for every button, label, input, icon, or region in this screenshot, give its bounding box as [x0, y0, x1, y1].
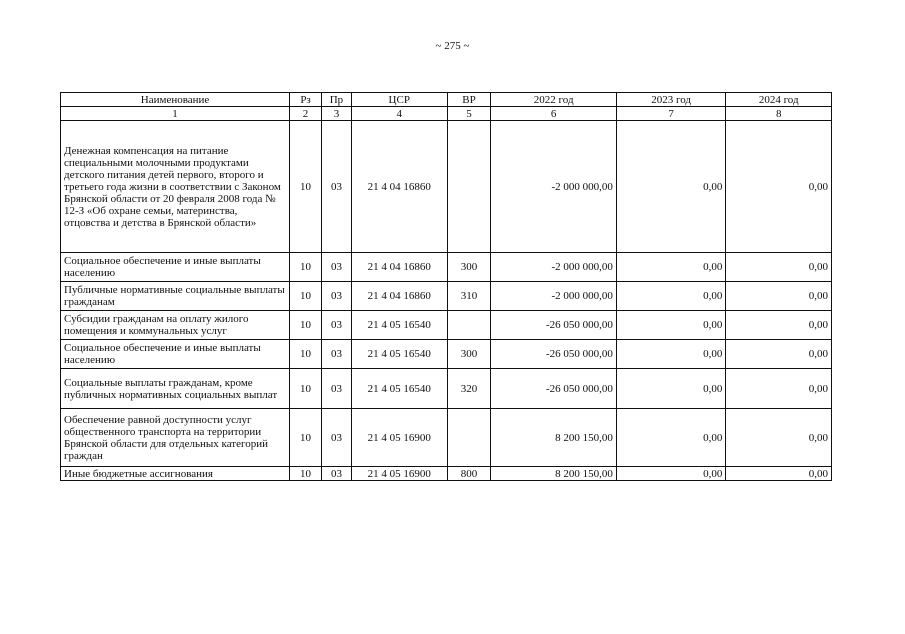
row-pr: 03	[322, 369, 352, 409]
row-2023: 0,00	[616, 467, 726, 481]
row-name: Субсидии гражданам на оплату жилого помещения и коммунальных услуг	[61, 311, 290, 340]
row-csr: 21 4 05 16540	[351, 311, 447, 340]
row-2022: -26 050 000,00	[491, 369, 616, 409]
header-2024: 2024 год	[726, 93, 832, 107]
row-name: Социальное обеспечение и иные выплаты населению	[61, 253, 290, 282]
column-number: 8	[726, 107, 832, 121]
row-2024: 0,00	[726, 369, 832, 409]
row-name: Денежная компенсация на питание специальными молочными продуктами детского питания детей первого, второго и третьего года жизни в соответствии с Законом Брянской области от 20 февраля 2008 года № 12-З «Об охране семьи, материнства, отцовства и детства в Брянской области»	[61, 121, 290, 253]
row-csr: 21 4 04 16860	[351, 253, 447, 282]
row-2024: 0,00	[726, 340, 832, 369]
budget-table	[60, 92, 832, 481]
row-2024: 0,00	[726, 409, 832, 467]
row-2022: 8 200 150,00	[491, 409, 616, 467]
column-number: 7	[616, 107, 726, 121]
row-2024: 0,00	[726, 282, 832, 311]
row-vr	[447, 409, 491, 467]
row-2022: 8 200 150,00	[491, 467, 616, 481]
row-2022: -2 000 000,00	[491, 121, 616, 253]
row-rz: 10	[290, 467, 322, 481]
header-rz: Рз	[290, 93, 322, 107]
row-pr: 03	[322, 467, 352, 481]
row-vr	[447, 311, 491, 340]
row-name: Обеспечение равной доступности услуг общественного транспорта на территории Брянской области для отдельных категорий граждан	[61, 409, 290, 467]
row-2023: 0,00	[616, 340, 726, 369]
table-row	[61, 121, 832, 253]
table-row	[61, 253, 832, 282]
column-number: 2	[290, 107, 322, 121]
table-row	[61, 311, 832, 340]
row-rz: 10	[290, 282, 322, 311]
row-pr: 03	[322, 340, 352, 369]
row-rz: 10	[290, 369, 322, 409]
row-2023: 0,00	[616, 121, 726, 253]
row-csr: 21 4 04 16860	[351, 282, 447, 311]
column-number-row	[61, 107, 832, 121]
row-csr: 21 4 04 16860	[351, 121, 447, 253]
table-row	[61, 282, 832, 311]
row-vr: 800	[447, 467, 491, 481]
row-pr: 03	[322, 311, 352, 340]
row-pr: 03	[322, 409, 352, 467]
header-name: Наименование	[61, 93, 290, 107]
row-2023: 0,00	[616, 282, 726, 311]
row-2023: 0,00	[616, 409, 726, 467]
row-pr: 03	[322, 282, 352, 311]
row-2024: 0,00	[726, 253, 832, 282]
header-2023: 2023 год	[616, 93, 726, 107]
row-name: Социальные выплаты гражданам, кроме публичных нормативных социальных выплат	[61, 369, 290, 409]
column-number: 5	[447, 107, 491, 121]
row-2023: 0,00	[616, 311, 726, 340]
header-csr: ЦСР	[351, 93, 447, 107]
row-pr: 03	[322, 121, 352, 253]
row-2022: -2 000 000,00	[491, 253, 616, 282]
row-rz: 10	[290, 340, 322, 369]
row-2024: 0,00	[726, 467, 832, 481]
row-name: Социальное обеспечение и иные выплаты населению	[61, 340, 290, 369]
header-vr: ВР	[447, 93, 491, 107]
row-2024: 0,00	[726, 311, 832, 340]
row-vr: 310	[447, 282, 491, 311]
row-csr: 21 4 05 16900	[351, 409, 447, 467]
row-2023: 0,00	[616, 369, 726, 409]
row-rz: 10	[290, 121, 322, 253]
row-name: Публичные нормативные социальные выплаты гражданам	[61, 282, 290, 311]
row-csr: 21 4 05 16540	[351, 369, 447, 409]
header-row	[61, 93, 832, 107]
row-csr: 21 4 05 16540	[351, 340, 447, 369]
table-row	[61, 340, 832, 369]
row-2023: 0,00	[616, 253, 726, 282]
row-rz: 10	[290, 311, 322, 340]
row-vr: 320	[447, 369, 491, 409]
row-2022: -2 000 000,00	[491, 282, 616, 311]
row-2024: 0,00	[726, 121, 832, 253]
row-vr	[447, 121, 491, 253]
row-name: Иные бюджетные ассигнования	[61, 467, 290, 481]
row-2022: -26 050 000,00	[491, 311, 616, 340]
table-row	[61, 369, 832, 409]
header-2022: 2022 год	[491, 93, 616, 107]
column-number: 4	[351, 107, 447, 121]
row-2022: -26 050 000,00	[491, 340, 616, 369]
page-number: ~ 275 ~	[435, 40, 470, 52]
column-number: 6	[491, 107, 616, 121]
header-pr: Пр	[322, 93, 352, 107]
table-row	[61, 409, 832, 467]
row-csr: 21 4 05 16900	[351, 467, 447, 481]
column-number: 1	[61, 107, 290, 121]
row-rz: 10	[290, 253, 322, 282]
row-vr: 300	[447, 253, 491, 282]
row-vr: 300	[447, 340, 491, 369]
row-pr: 03	[322, 253, 352, 282]
column-number: 3	[322, 107, 352, 121]
table-row	[61, 467, 832, 481]
row-rz: 10	[290, 409, 322, 467]
